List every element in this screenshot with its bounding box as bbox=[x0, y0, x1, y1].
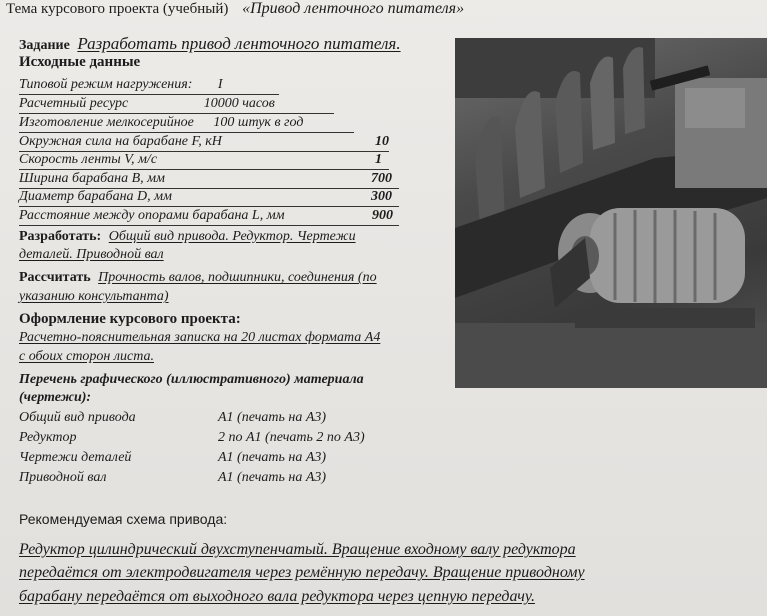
develop-label: Разработать: bbox=[19, 229, 102, 244]
calculate-text: Прочность валов, подшипники, соединения (по bbox=[98, 270, 377, 285]
header-label: Тема курсового проекта (учебный) bbox=[6, 1, 229, 17]
graphics-item-name: Редуктор bbox=[19, 430, 77, 445]
row-label: Ширина барабана B, мм bbox=[19, 171, 165, 186]
scheme-line-1: Редуктор цилиндрический двухступенчатый. Вращение входному валу редуктора bbox=[19, 541, 576, 558]
drive-photo bbox=[455, 38, 767, 388]
scheme-line-2: передаётся от электродвигателя через ремённую передачу. Вращение приводному bbox=[19, 564, 585, 581]
calculate-line-2: указанию консультанта) bbox=[19, 289, 169, 304]
task-value: Разработать привод ленточного питателя. bbox=[77, 34, 401, 53]
row-label: Окружная сила на барабане F, кН bbox=[19, 134, 222, 149]
task-label: Задание bbox=[19, 38, 70, 53]
initial-data-title: Исходные данные bbox=[19, 54, 141, 70]
drive-illustration bbox=[455, 38, 767, 388]
row-underline bbox=[19, 206, 399, 207]
row-speed bbox=[19, 152, 157, 168]
scheme-title: Рекомендуемая схема привода: bbox=[19, 511, 228, 527]
row-resource bbox=[19, 96, 275, 112]
design-line-2: с обоих сторон листа. bbox=[19, 349, 154, 364]
graphics-item-format: А1 (печать на А3) bbox=[218, 470, 327, 485]
row-underline bbox=[19, 94, 279, 95]
develop-line-2: деталей. Приводной вал bbox=[19, 247, 164, 262]
graphics-item-format: 2 по А1 (печать 2 по А3) bbox=[218, 430, 365, 445]
header bbox=[6, 1, 464, 17]
header-topic: «Привод ленточного питателя» bbox=[242, 0, 465, 17]
row-diameter bbox=[19, 189, 172, 205]
row-value: 1 bbox=[375, 152, 382, 167]
graphics-title-2: (чертежи): bbox=[19, 390, 92, 405]
row-force bbox=[19, 134, 222, 150]
graphics-title-1: Перечень графического (иллюстративного) материала bbox=[19, 372, 364, 387]
row-distance bbox=[19, 208, 285, 224]
row-value: 300 bbox=[371, 189, 392, 204]
row-label: Расчетный ресурс bbox=[19, 96, 129, 111]
row-value: 900 bbox=[372, 208, 393, 223]
row-production bbox=[19, 115, 303, 131]
row-value: I bbox=[217, 77, 223, 92]
graphics-item-name: Общий вид привода bbox=[19, 410, 136, 425]
row-value: 100 штук в год bbox=[213, 115, 304, 130]
graphics-item-format: А1 (печать на А3) bbox=[218, 410, 327, 425]
develop-line-1 bbox=[19, 229, 356, 245]
graphics-item-format: А1 (печать на А3) bbox=[218, 450, 327, 465]
row-underline bbox=[19, 132, 354, 133]
calculate-line-1 bbox=[19, 270, 377, 286]
row-label: Изготовление мелкосерийное bbox=[19, 115, 194, 130]
row-underline bbox=[19, 169, 389, 170]
row-underline bbox=[19, 113, 334, 114]
scheme-line-3: барабану передаётся от выходного вала редуктора через цепную передачу. bbox=[19, 588, 535, 605]
row-value: 10000 часов bbox=[203, 96, 275, 111]
row-load-mode bbox=[19, 77, 223, 93]
row-value: 700 bbox=[371, 171, 392, 186]
row-underline bbox=[19, 225, 399, 226]
graphics-item-name: Приводной вал bbox=[19, 470, 107, 485]
design-line-1: Расчетно-пояснительная записка на 20 листах формата А4 bbox=[19, 330, 381, 345]
row-width bbox=[19, 171, 165, 187]
row-value: 10 bbox=[375, 134, 389, 149]
graphics-item-name: Чертежи деталей bbox=[19, 450, 132, 465]
develop-text: Общий вид привода. Редуктор. Чертежи bbox=[108, 229, 356, 244]
task-line bbox=[19, 36, 401, 54]
row-label: Диаметр барабана D, мм bbox=[19, 189, 172, 204]
row-label: Скорость ленты V, м/с bbox=[19, 152, 158, 167]
row-label: Типовой режим нагружения: bbox=[19, 77, 193, 92]
design-title: Оформление курсового проекта: bbox=[19, 311, 241, 327]
row-label: Расстояние между опорами барабана L, мм bbox=[19, 208, 285, 223]
calculate-label: Рассчитать bbox=[19, 270, 91, 285]
